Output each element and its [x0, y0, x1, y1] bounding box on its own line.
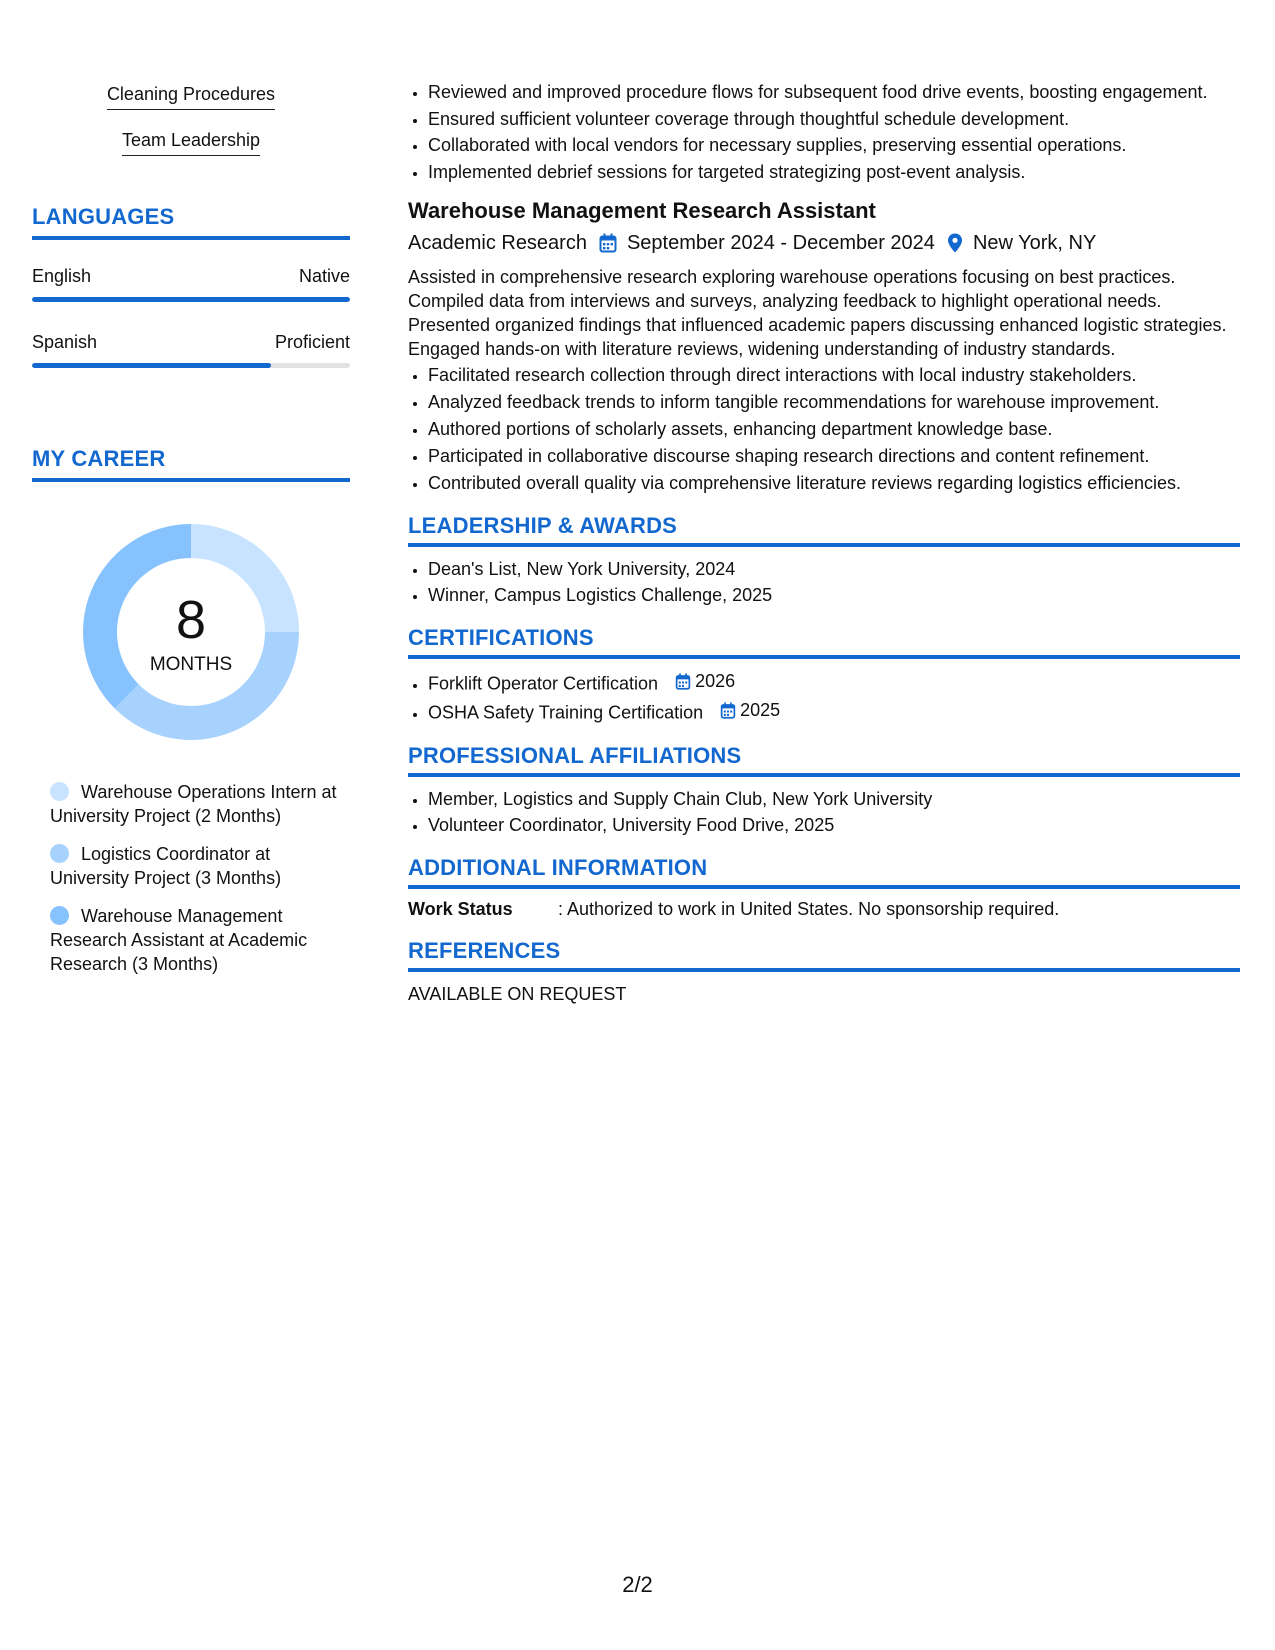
cert-name: Forklift Operator Certification	[428, 673, 659, 694]
donut-segment	[115, 632, 299, 740]
legend-item	[50, 842, 340, 890]
language-spanish	[32, 332, 350, 368]
language-level: Proficient	[274, 332, 350, 352]
info-key: Work Status	[408, 899, 513, 919]
affiliations-heading: PROFESSIONAL AFFILIATIONS	[408, 743, 1240, 777]
previous-job-bullets	[408, 80, 1240, 184]
legend-label: Warehouse Operations Intern at University Project (2 Months)	[50, 782, 337, 826]
list-item: • Dean's List, New York University, 2024	[428, 557, 1240, 581]
calendar-icon	[675, 673, 691, 690]
job-bullets	[408, 363, 1240, 495]
map-pin-icon	[947, 233, 963, 253]
list-item: • Collaborated with local vendors for necessary supplies, preserving essential operations.	[428, 133, 1240, 157]
career-donut-chart	[32, 520, 350, 744]
skill-item: Cleaning Procedures	[107, 84, 275, 110]
list-item: • Participated in collaborative discourse shaping research directions and content refinement.	[428, 444, 1240, 468]
calendar-icon	[720, 702, 736, 719]
list-item: • Winner, Campus Logistics Challenge, 2025	[428, 583, 1240, 607]
language-proficiency-fill	[32, 363, 271, 368]
certifications-heading: CERTIFICATIONS	[408, 625, 1240, 659]
language-name: English	[32, 266, 92, 286]
main-content	[408, 80, 1240, 1005]
affiliations-section	[408, 743, 1240, 838]
references-heading: REFERENCES	[408, 938, 1240, 972]
list-item: • Implemented debrief sessions for targeted strategizing post-event analysis.	[428, 160, 1240, 184]
language-proficiency-fill	[32, 297, 350, 302]
cert-year: 2025	[740, 700, 781, 720]
list-item	[428, 669, 1240, 696]
list-item: • Contributed overall quality via comprehensive literature reviews regarding logistics efficiencies.	[428, 471, 1240, 495]
language-english	[32, 266, 350, 302]
page-number: 2/2	[622, 1572, 653, 1597]
language-name: Spanish	[32, 332, 98, 352]
donut-segment	[191, 524, 299, 632]
job-title: Warehouse Management Research Assistant	[408, 197, 876, 223]
career-total-unit: MONTHS	[149, 654, 233, 675]
skill-item: Team Leadership	[122, 130, 260, 156]
list-item: • Ensured sufficient volunteer coverage through thoughtful schedule development.	[428, 107, 1240, 131]
calendar-icon	[599, 233, 617, 253]
info-value: : Authorized to work in United States. No sponsorship required.	[558, 899, 1060, 919]
list-item: • Volunteer Coordinator, University Food Drive, 2025	[428, 813, 1240, 837]
list-item: • Facilitated research collection through direct interactions with local industry stakeholders.	[428, 363, 1240, 387]
career-total-value: 8	[175, 590, 207, 650]
additional-info-heading: ADDITIONAL INFORMATION	[408, 855, 1240, 889]
list-item: • Reviewed and improved procedure flows for subsequent food drive events, boosting engagement.	[428, 80, 1240, 104]
list-item: • Authored portions of scholarly assets, enhancing department knowledge base.	[428, 417, 1240, 441]
certifications-section	[408, 625, 1240, 725]
job-meta	[408, 232, 1240, 255]
list-item: • Analyzed feedback trends to inform tangible recommendations for warehouse improvement.	[428, 390, 1240, 414]
job-location: New York, NY	[972, 231, 1097, 254]
donut-segment	[83, 524, 191, 708]
legend-label: Logistics Coordinator at University Project (3 Months)	[50, 844, 282, 888]
career-heading: MY CAREER	[32, 446, 350, 482]
career-legend	[32, 780, 340, 976]
job-description: Assisted in comprehensive research exploring warehouse operations focusing on best practices. Compiled data from interviews and surveys, analyzing feedback to highlight operational needs. Presented organized findings that influenced academic papers discussing enhanced logistic strategies. Engaged hands-on with literature reviews, widening understanding of industry standards.	[408, 266, 1227, 359]
additional-info-section	[408, 855, 1240, 920]
cert-name: OSHA Safety Training Certification	[428, 702, 704, 723]
legend-item	[50, 780, 340, 828]
language-proficiency-bar	[32, 297, 350, 302]
language-level: Native	[298, 266, 350, 286]
awards-list	[408, 557, 1240, 608]
legend-label: Warehouse Management Research Assistant at Academic Research (3 Months)	[50, 906, 308, 974]
language-proficiency-bar	[32, 363, 350, 368]
list-item	[428, 698, 1240, 725]
skills-list	[32, 84, 350, 176]
legend-dot-icon	[50, 906, 69, 925]
awards-heading: LEADERSHIP & AWARDS	[408, 513, 1240, 547]
affiliations-list	[408, 787, 1240, 838]
awards-section	[408, 513, 1240, 608]
job-dates: September 2024 - December 2024	[626, 231, 935, 254]
legend-dot-icon	[50, 844, 69, 863]
sidebar	[32, 84, 350, 990]
languages-heading: LANGUAGES	[32, 204, 350, 240]
references-section	[408, 938, 1240, 1005]
certifications-list	[408, 669, 1240, 725]
references-text: AVAILABLE ON REQUEST	[408, 984, 627, 1004]
career-donut-svg	[79, 520, 303, 744]
legend-dot-icon	[50, 782, 69, 801]
list-item: • Member, Logistics and Supply Chain Club, New York University	[428, 787, 1240, 811]
job-organization: Academic Research	[408, 231, 587, 254]
cert-year: 2026	[695, 671, 736, 691]
legend-item	[50, 904, 340, 976]
work-status-row	[408, 899, 1240, 920]
